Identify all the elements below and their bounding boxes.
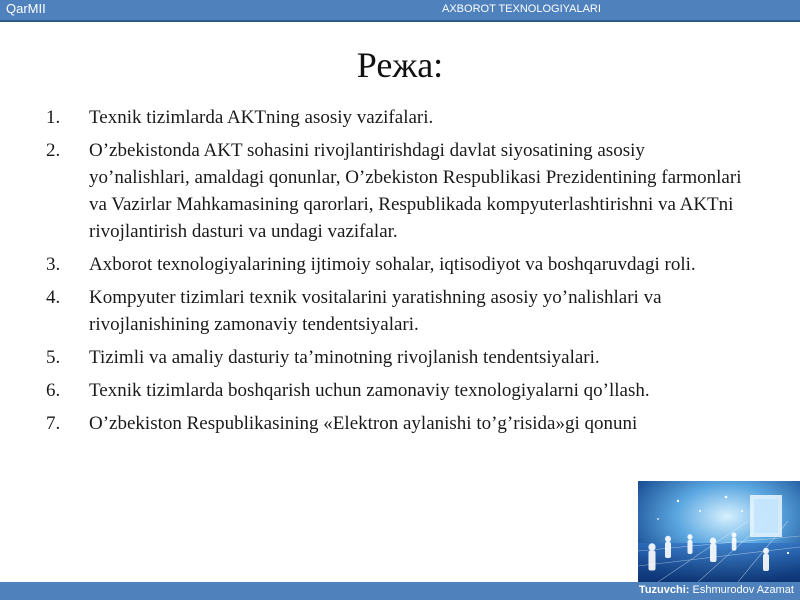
item-number: 3.: [46, 254, 61, 275]
item-number: 4.: [46, 287, 61, 308]
list-item: [46, 410, 746, 437]
item-text: Texnik tizimlarda AKTning asosiy vazifalari.: [89, 107, 434, 128]
item-number: 2.: [46, 140, 61, 161]
item-text: Texnik tizimlarda boshqarish uchun zamonaviy texnologiyalarni qo’llash.: [89, 380, 650, 401]
item-number: 1.: [46, 107, 61, 128]
org-name: QarMII: [6, 1, 46, 16]
header-bar: [0, 0, 800, 22]
item-number: 5.: [46, 347, 61, 368]
list-item: [46, 284, 746, 338]
item-text: O’zbekistonda AKT sohasini rivojlantirishdagi davlat siyosatining asosiy yo’nalishlari, amaldagi qonunlar, O’zbekiston Respublikasi Prezidentining farmonlari va Vazirlar Mahkamasining qarorlari, Respublikada kompyuterlashtirishni va AKTni rivojlantirish dasturi va undagi vazifalar.: [89, 140, 742, 242]
item-number: 6.: [46, 380, 61, 401]
digital-network-illustration: [638, 481, 800, 582]
author-label: Tuzuvchi:: [638, 584, 690, 596]
item-number: 7.: [46, 413, 61, 434]
list-item: [46, 251, 746, 278]
author-name: Eshmurodov Azamat: [689, 584, 794, 596]
item-text: Tizimli va amaliy dasturiy ta’minotning rivojlanish tendentsiyalari.: [89, 347, 600, 368]
item-text: O’zbekiston Respublikasining «Elektron aylanishi to’g’risida»gi qonuni: [89, 413, 638, 434]
list-item: [46, 104, 746, 131]
plan-list: [46, 104, 746, 443]
slide-title: Режа:: [356, 45, 444, 85]
item-text: Axborot texnologiyalarining ijtimoiy sohalar, iqtisodiyot va boshqaruvdagi roli.: [89, 254, 696, 275]
item-text: Kompyuter tizimlari texnik vositalarini yaratishning asosiy yo’nalishlari va rivojlanishining zamonaviy tendentsiyalari.: [89, 287, 662, 335]
course-title: AXBOROT TEXNOLOGIYALARI: [442, 3, 601, 15]
footer-bar: [0, 582, 800, 600]
list-item: [46, 377, 746, 404]
list-item: [46, 344, 746, 371]
list-item: [46, 137, 746, 245]
author-credit: [639, 584, 794, 596]
